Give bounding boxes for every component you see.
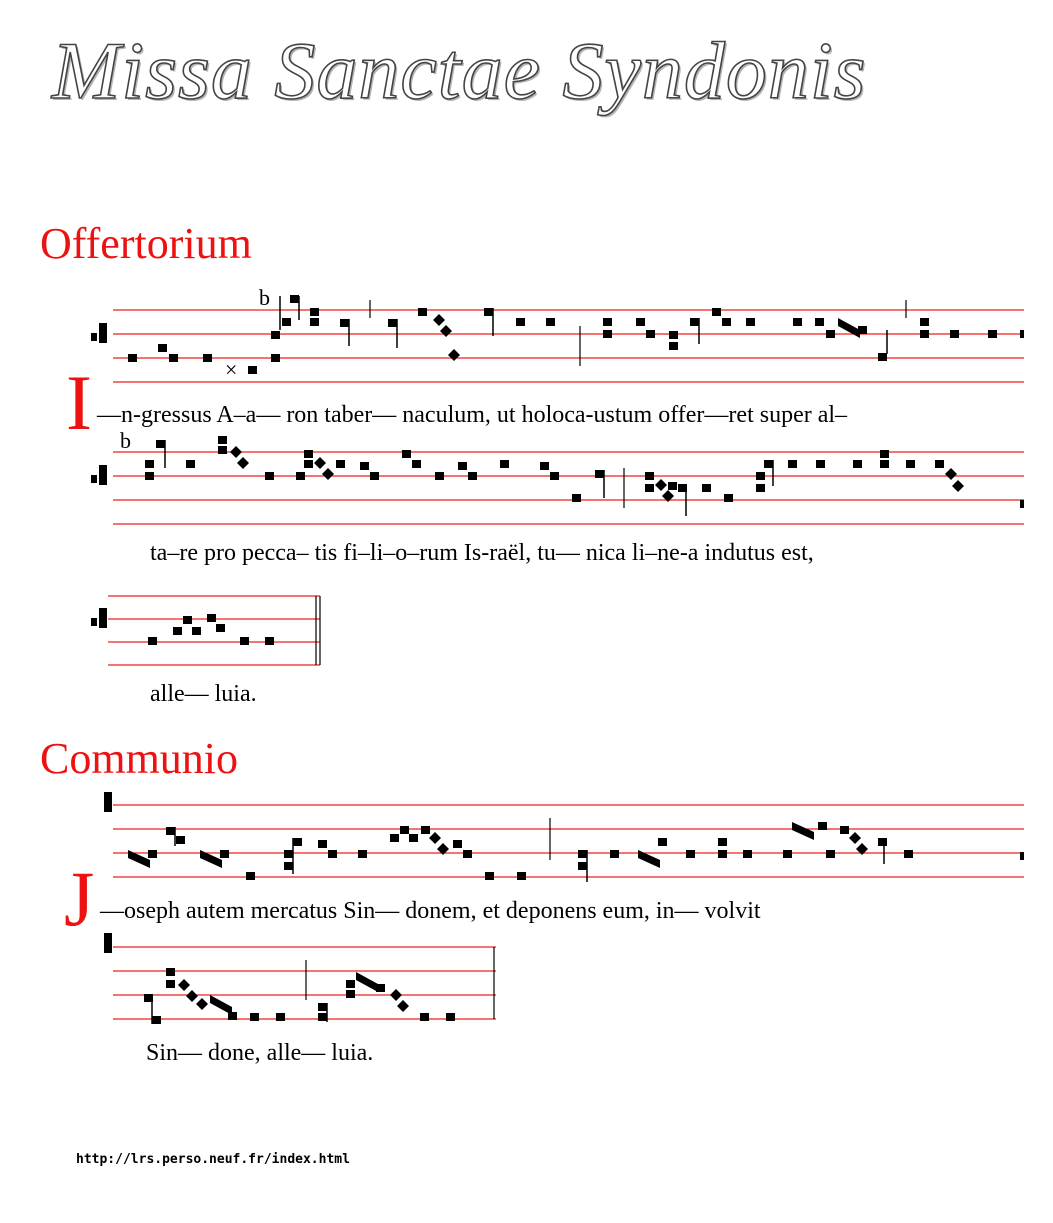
neumes-communio-1 [128, 822, 1024, 880]
neumes-communio-2 [144, 968, 455, 1024]
offertorium-initial: I [66, 359, 92, 446]
page-title: Missa Sanctae Syndonis [52, 25, 867, 116]
offertorium-staff-3 [108, 596, 320, 665]
footer-url[interactable]: http://lrs.perso.neuf.fr/index.html [76, 1152, 350, 1167]
cross-sign: × [225, 357, 238, 382]
offertorium-lyric-line-2: ta–re pro pecca– tis fi–li–o–rum Is-raël, tu— nica li–ne-a indutus est, [150, 540, 814, 566]
communio-initial: J [64, 855, 95, 942]
offertorium-lyric-line-1: —n-gressus A–a— ron taber— naculum, ut holoca-ustum offer—ret super al– [97, 402, 848, 428]
communio-lyric-line-2: Sin— done, alle— luia. [146, 1040, 374, 1066]
offertorium-heading: Offertorium [40, 219, 252, 268]
communio-staff-1 [113, 805, 1024, 877]
communio-lyric-line-1: —oseph autem mercatus Sin— donem, et deponens eum, in— volvit [100, 898, 761, 924]
communio-heading: Communio [40, 734, 239, 783]
flat-sign-2: b [120, 428, 131, 453]
offertorium-lyric-line-3: alle— luia. [150, 681, 257, 707]
flat-sign: b [259, 285, 270, 310]
neumes-offertorium-2 [145, 436, 1024, 508]
